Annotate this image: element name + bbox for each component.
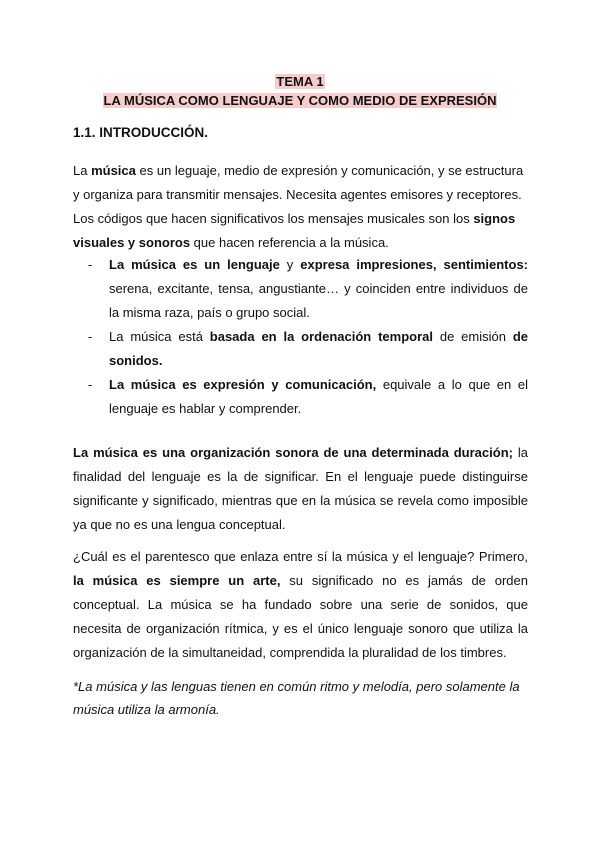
- bullet-list: [73, 253, 528, 421]
- organization-paragraph: [73, 441, 528, 537]
- text-run: equivale a lo que en el lenguaje es hablar y comprender.: [109, 377, 529, 416]
- title-tema: TEMA 1: [276, 74, 324, 89]
- bold-run: la música es siempre un arte,: [73, 573, 281, 588]
- bold-run: basada en la ordenación temporal: [209, 329, 433, 344]
- text-run: la finalidad del lenguaje es la de significar. En el lenguaje puede distinguirse significante y significado, mientras que en la música se revela como imposible ya que no es una lengua conceptual.: [73, 445, 528, 532]
- bullet-dash: -: [88, 329, 93, 344]
- text-run: y: [279, 257, 301, 272]
- title-subject: LA MÚSICA COMO LENGUAJE Y COMO MEDIO DE EXPRESIÓN: [103, 93, 497, 108]
- text-run: serena, excitante, tensa, angustiante… y coinciden entre individuos de la misma raza, país o grupo social.: [109, 281, 528, 320]
- bold-run: La música es expresión y comunicación,: [109, 377, 377, 392]
- document-title: [0, 72, 600, 110]
- text-run: La música está: [109, 329, 210, 344]
- list-item: [73, 325, 528, 373]
- bullet-dash: -: [88, 377, 93, 392]
- bold-run: música: [91, 163, 136, 178]
- bullet-dash: -: [88, 257, 93, 272]
- bold-run: La música es una organización sonora de una determinada duración;: [73, 445, 513, 460]
- kinship-paragraph: [73, 545, 528, 665]
- bold-run: La música es un lenguaje: [109, 257, 280, 272]
- text-run: es un leguaje, medio de expresión y comunicación, y se estructura y organiza para transmitir mensajes. Necesita agentes emisores y receptores. Los códigos que hacen significativos los mensajes musicales son los: [73, 163, 524, 226]
- bold-run: de sonidos.: [109, 329, 528, 368]
- text-run: de emisión: [433, 329, 513, 344]
- bold-run: expresa impresiones, sentimientos:: [300, 257, 529, 272]
- section-heading: 1.1. INTRODUCCIÓN.: [73, 125, 209, 140]
- text-run: La: [73, 163, 92, 178]
- title-line-1: [0, 72, 600, 91]
- text-run: su significado no es jamás de orden conceptual. La música se ha fundado sobre una serie de sonidos, que necesita de organización rítmica, y es el único lenguaje sonoro que utiliza la organización de la simultaneidad, comprendida la pluralidad de los timbres.: [73, 573, 528, 660]
- text-run: que hacen referencia a la música.: [190, 235, 389, 250]
- list-item: [73, 253, 528, 325]
- list-item: [73, 373, 528, 421]
- italic-note: *La música y las lenguas tienen en común ritmo y melodía, pero solamente la música utiliza la armonía.: [73, 679, 520, 717]
- intro-paragraph: [73, 159, 528, 255]
- bold-run: signos visuales y sonoros: [73, 211, 516, 250]
- text-run: ¿Cuál es el parentesco que enlaza entre sí la música y el lenguaje? Primero,: [73, 549, 528, 564]
- title-line-2: [0, 91, 600, 110]
